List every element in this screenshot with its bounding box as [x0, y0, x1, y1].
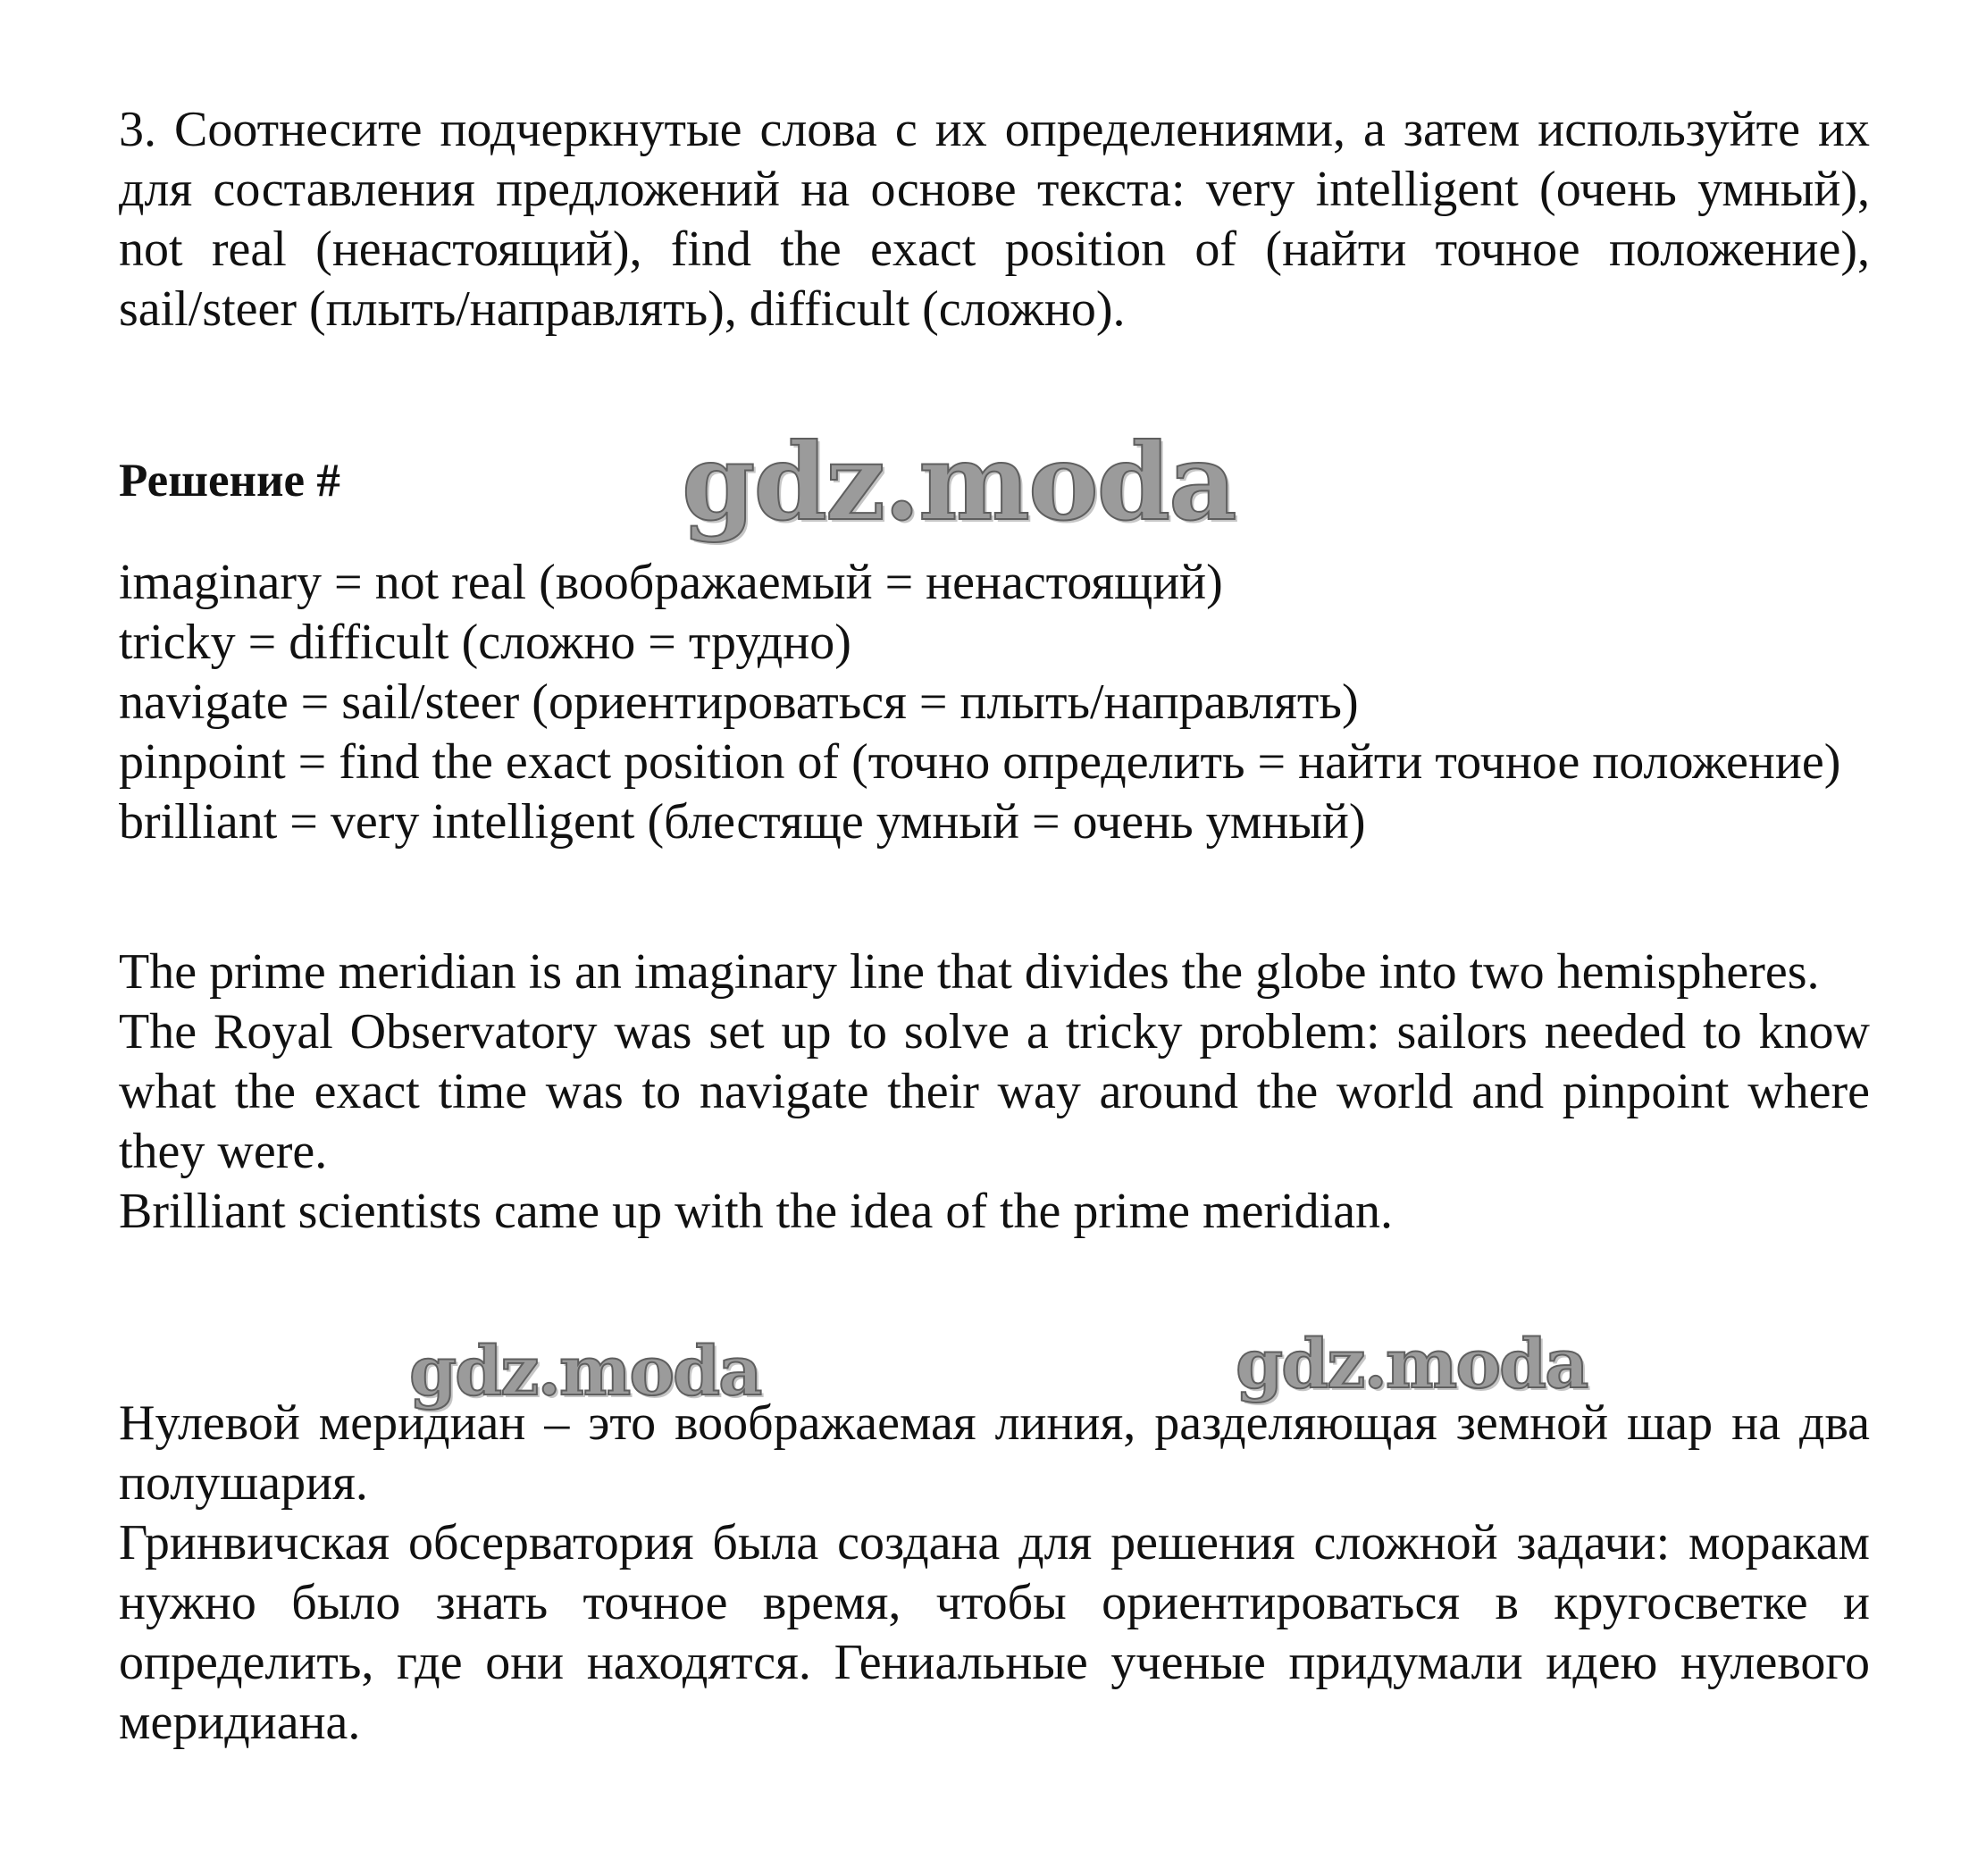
watermark-logo: gdz.moda — [1236, 1324, 1588, 1403]
english-sentence: The Royal Observatory was set up to solve a tricky problem: sailors needed to know what the exact time was to navigate their way around the world and pinpoint where they were. — [119, 1004, 1870, 1179]
watermark-logo: gdz.moda — [682, 420, 1236, 544]
english-sentence: The prime meridian is an imaginary line that divides the globe into two hemispheres. — [119, 944, 1820, 1000]
definitions-list — [119, 553, 1870, 852]
definition-item: imaginary = not real (воображаемый = ненастоящий) — [119, 555, 1223, 610]
russian-sentences — [119, 1394, 1870, 1753]
english-sentences — [119, 942, 1870, 1242]
definition-item: pinpoint = find the exact position of (точно определить = найти точное положение) — [119, 734, 1841, 790]
watermark-logo: gdz.moda — [409, 1331, 761, 1411]
task-text: 3. Соотнесите подчеркнутые слова с их определениями, а затем используйте их для составления предложений на основе текста: very intelligent (очень умный), not real (ненастоящий), find the exact position of (найти точное положение), sail/steer (плыть/направлять), difficult (сложно). — [119, 102, 1870, 337]
russian-sentence: Гринвичская обсерватория была создана для решения сложной задачи: моракам нужно было знать точное время, чтобы ориентироваться в кругосветке и определить, где они находятся. Гениальные ученые придумали идею нулевого меридиана. — [119, 1515, 1870, 1750]
english-sentence: Brilliant scientists came up with the idea of the prime meridian. — [119, 1184, 1394, 1239]
definition-item: brilliant = very intelligent (блестяще умный = очень умный) — [119, 794, 1366, 850]
definition-item: tricky = difficult (сложно = трудно) — [119, 615, 851, 670]
definition-item: navigate = sail/steer (ориентироваться = плыть/направлять) — [119, 674, 1359, 730]
document-page — [119, 0, 1870, 1876]
solution-heading: Решение # — [119, 455, 340, 507]
russian-sentence: Нулевой меридиан – это воображаемая линия, разделяющая земной шар на два полушария. — [119, 1395, 1870, 1511]
